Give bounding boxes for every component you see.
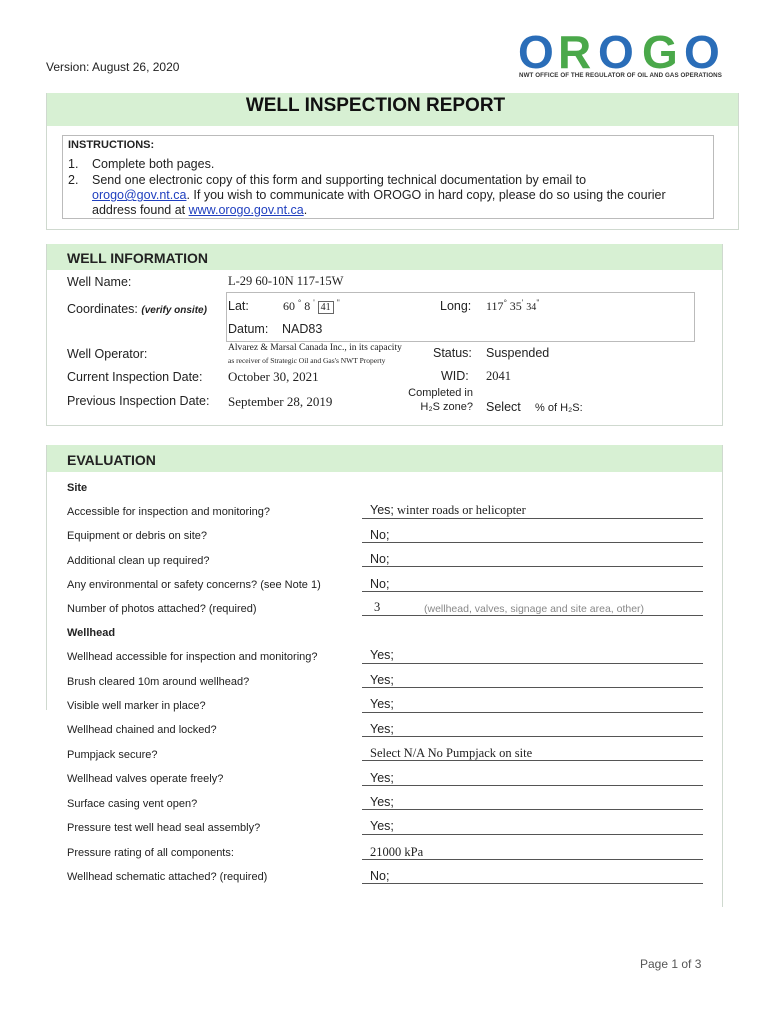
long-sec-symbol: " [536,298,540,307]
website-link[interactable]: www.orogo.gov.nt.ca [188,203,304,217]
answer-line [362,566,703,567]
lat-field[interactable] [283,298,340,314]
lat-min-symbol: ' [313,298,315,307]
instruction-number-2: 2. [68,173,79,187]
lat-seconds[interactable]: 41 [318,301,334,314]
wellhead-answer[interactable]: Yes; [370,697,394,711]
site-question: Accessible for inspection and monitoring? [67,506,271,518]
answer-line [362,518,703,519]
wellhead-answer[interactable]: Yes; [370,795,394,809]
h2s-percent-label: % of H₂S: [535,402,583,414]
photos-hint: (wellhead, valves, signage and site area, other) [424,603,645,615]
site-heading: Site [67,482,88,494]
wellhead-answer[interactable]: Yes; [370,819,394,833]
site-answer[interactable] [370,503,526,518]
wellhead-answer[interactable]: Yes; [370,673,394,687]
datum-field[interactable]: NAD83 [282,322,323,336]
site-answer[interactable]: No; [370,577,390,591]
wellhead-question: Wellhead valves operate freely? [67,773,224,785]
long-seconds[interactable]: 34 [526,302,537,313]
long-label: Long: [440,299,472,313]
site-question: Equipment or debris on site? [67,530,208,542]
answer-line [362,785,703,786]
lat-deg-symbol: ° [298,298,302,307]
page-title: WELL INSPECTION REPORT [245,95,506,116]
coordinates-label [67,302,207,316]
instruction-item-1: Complete both pages. [92,157,215,171]
well-info-frame-bottom [46,425,723,426]
pumpjack-select[interactable]: Select N/A No Pumpjack on site [370,746,533,760]
wid-label: WID: [441,369,469,383]
wid-field[interactable]: 2041 [486,369,511,383]
lat-sec-symbol: " [336,298,340,307]
instruction-item-2-mid: . If you wish to communicate with OROGO in hard copy, please do so using the courier [186,188,666,202]
well-name-field[interactable]: L-29 60-10N 117-15W [228,274,344,288]
site-answer[interactable]: No; [370,528,390,542]
coordinates-label-text: Coordinates: [67,302,138,316]
page-number: Page 1 of 3 [640,957,702,971]
instruction-item-2-line2 [92,187,666,203]
lat-label: Lat: [228,299,249,313]
logo-letter-g: G [642,28,678,78]
long-minutes[interactable]: 35 [509,299,522,313]
long-field[interactable] [486,298,539,314]
instruction-number-1: 1. [68,157,79,171]
site-question: Additional clean up required? [67,555,210,567]
frame-bottom [46,229,739,230]
wellhead-heading: Wellhead [67,627,116,639]
wellhead-question: Wellhead chained and locked? [67,724,217,736]
datum-label: Datum: [228,322,269,336]
logo-letter-o3: O [684,28,720,78]
status-field[interactable]: Suspended [486,346,550,360]
answer-line [362,687,703,688]
wellhead-question: Pumpjack secure? [67,749,158,761]
wellhead-answer[interactable]: Yes; [370,771,394,785]
answer-line [362,615,703,616]
frame-left [46,93,47,230]
instruction-item-2-pre: address found at [92,203,189,217]
answer-line [362,591,703,592]
h2s-zone-select[interactable]: Select [486,400,521,414]
logo-letter-r: R [558,28,592,78]
answer-line [362,859,703,860]
wellhead-question: Wellhead accessible for inspection and monitoring? [67,651,318,663]
lat-minutes[interactable]: 8 [304,299,311,313]
instruction-item-2-end: . [303,203,308,217]
previous-date-label: Previous Inspection Date: [67,394,210,408]
site-question: Number of photos attached? (required) [67,603,257,615]
answer-line [362,883,703,884]
answer-line [362,712,703,713]
logo-letter-o2: O [598,28,634,78]
answer-choice[interactable]: Yes; [370,503,394,517]
site-answer[interactable]: No; [370,552,390,566]
version-date: Version: August 26, 2020 [46,60,180,74]
well-name-label: Well Name: [67,275,132,289]
answer-line [362,736,703,737]
instructions-heading: INSTRUCTIONS: [68,139,155,151]
h2s-label-line2: H₂S zone? [420,401,473,413]
logo-letter-o1: O [518,28,554,78]
coordinates-note: (verify onsite) [141,305,207,316]
wellhead-answer[interactable]: Yes; [370,648,394,662]
answer-line [362,809,703,810]
well-info-heading: WELL INFORMATION [67,250,209,266]
answer-line [362,663,703,664]
wellhead-answer[interactable]: No; [370,869,390,883]
photos-count-field[interactable]: 3 [374,600,381,614]
answer-comment[interactable]: winter roads or helicopter [393,503,526,517]
status-label: Status: [433,346,472,360]
wellhead-answer[interactable]: Yes; [370,722,394,736]
evaluation-frame-left [46,445,47,710]
wellhead-question: Visible well marker in place? [67,700,206,712]
email-link[interactable]: orogo@gov.nt.ca [92,188,187,202]
previous-date-field[interactable]: September 28, 2019 [228,394,333,409]
answer-line [362,834,703,835]
h2s-label-line1: Completed in [408,387,473,399]
answer-line [362,542,703,543]
long-degrees[interactable]: 117 [486,299,504,313]
current-date-label: Current Inspection Date: [67,370,203,384]
well-info-frame-right [722,244,723,426]
wellhead-question: Pressure test well head seal assembly? [67,822,261,834]
wellhead-question: Pressure rating of all components: [67,847,234,859]
operator-field-line1[interactable]: Alvarez & Marsal Canada Inc., in its capacity [228,343,402,353]
site-question: Any environmental or safety concerns? (see Note 1) [67,579,321,591]
evaluation-frame-right [722,445,723,907]
wellhead-question: Wellhead schematic attached? (required) [67,871,268,883]
well-info-frame-left [46,244,47,426]
current-date-field[interactable]: October 30, 2021 [228,369,319,384]
operator-field-line2[interactable]: as receiver of Strategic Oil and Gas's NWT Property [228,356,386,365]
long-min-symbol: ' [521,298,524,307]
long-deg-symbol: ° [503,298,507,307]
wellhead-question: Surface casing vent open? [67,798,198,810]
answer-line [362,760,703,761]
logo-subtitle: NWT OFFICE OF THE REGULATOR OF OIL AND GAS OPERATIONS [519,72,722,79]
frame-right [738,93,739,230]
instruction-item-2-line3 [92,202,307,218]
operator-label: Well Operator: [67,347,148,361]
pressure-rating-field[interactable]: 21000 kPa [370,845,424,859]
evaluation-heading: EVALUATION [67,452,156,468]
wellhead-question: Brush cleared 10m around wellhead? [67,676,250,688]
instruction-item-2-line1: Send one electronic copy of this form and supporting technical documentation by email to [92,173,587,187]
lat-degrees[interactable]: 60 [283,299,295,313]
